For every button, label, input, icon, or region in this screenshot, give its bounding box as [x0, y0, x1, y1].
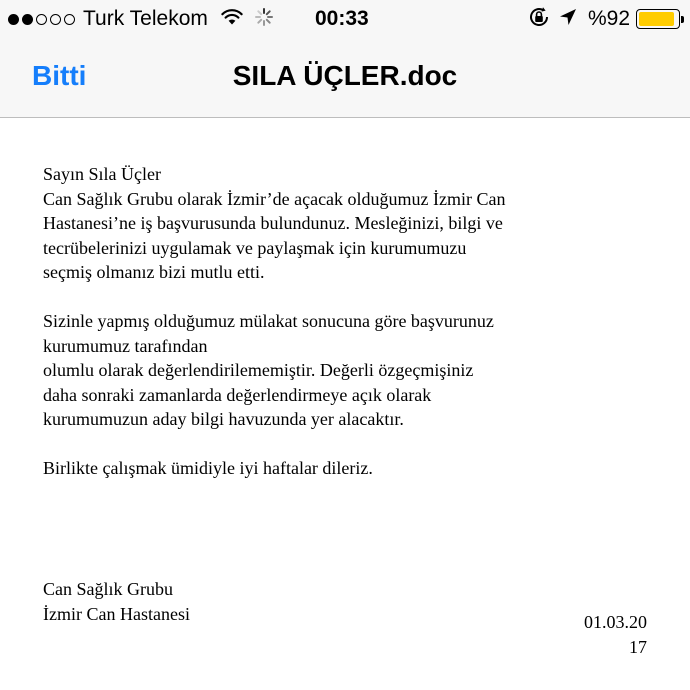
- signature-block: [43, 577, 190, 626]
- text-line: Hastanesi’ne iş başvurusunda bulundunuz. Mesleğinizi, bilgi ve: [43, 213, 503, 233]
- date-line-1: 01.03.20: [584, 612, 647, 632]
- done-button[interactable]: Bitti: [32, 60, 87, 91]
- text-line: tecrübelerinizi uygulamak ve paylaşmak için kurumumuzu: [43, 237, 467, 258]
- battery-nub: [681, 16, 684, 23]
- battery-fill: [639, 12, 674, 26]
- orientation-lock-icon: [528, 6, 550, 33]
- status-bar-right: [520, 6, 680, 32]
- status-bar: [0, 0, 690, 40]
- status-time: 00:33: [315, 7, 369, 30]
- navigation-bar: [0, 40, 690, 118]
- text-line: kurumumuz tarafından: [43, 335, 208, 356]
- text-line: kurumumuzun aday bilgi havuzunda yer alacaktır.: [43, 409, 404, 429]
- signal-dot-empty: [64, 14, 75, 25]
- document-body: [43, 162, 643, 481]
- greeting: Sayın Sıla Üçler: [43, 164, 161, 184]
- activity-spinner-icon: [254, 7, 274, 32]
- closing-line: Birlikte çalışmak ümidiyle iyi haftalar dileriz.: [43, 458, 373, 478]
- text-line: Can Sağlık Grubu olarak İzmir’de açacak olduğumuz İzmir Can: [43, 188, 506, 209]
- battery-icon: [636, 9, 680, 29]
- paragraph-1: [43, 187, 643, 285]
- text-line: seçmiş olmanız bizi mutlu etti.: [43, 262, 265, 282]
- text-line: olumlu olarak değerlendirilememiştir. Değerli özgeçmişiniz: [43, 360, 474, 380]
- text-line: daha sonraki zamanlarda değerlendirmeye açık olarak: [43, 384, 432, 405]
- document-title: SILA ÜÇLER.doc: [232, 60, 458, 91]
- signature-hospital: İzmir Can Hastanesi: [43, 603, 190, 624]
- battery-percentage: %92: [587, 7, 630, 30]
- signature-company: Can Sağlık Grubu: [43, 579, 173, 599]
- carrier-name: Turk Telekom: [83, 7, 208, 30]
- wifi-icon: [220, 8, 244, 31]
- location-arrow-icon: [558, 7, 578, 32]
- signal-dot-filled: [22, 14, 33, 25]
- document-date: [557, 610, 647, 659]
- signal-dot-filled: [8, 14, 19, 25]
- paragraph-2: [43, 309, 643, 432]
- text-line: Sizinle yapmış olduğumuz mülakat sonucuna göre başvurunuz: [43, 311, 494, 331]
- signal-dot-empty: [50, 14, 61, 25]
- status-bar-left: [8, 6, 284, 32]
- date-line-2: 17: [629, 636, 647, 657]
- signal-dot-empty: [36, 14, 47, 25]
